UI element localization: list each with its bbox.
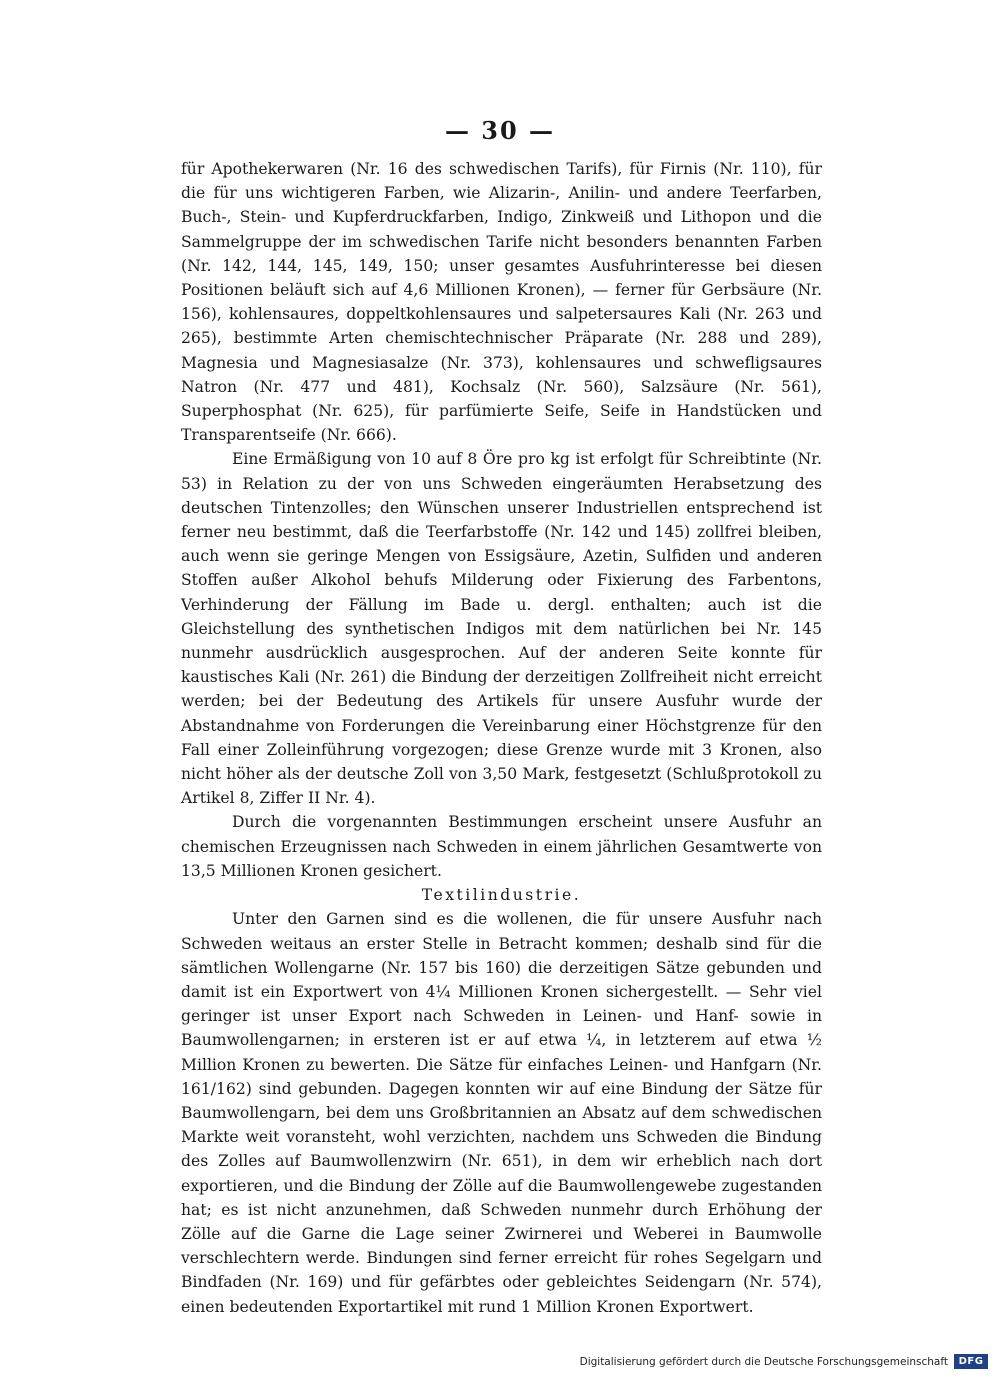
section-heading: Textilindustrie. [421,886,582,905]
page-number: — 30 — [444,116,556,145]
paragraph-textiles: Unter den Garnen sind es die wollenen, die für unsere Ausfuhr nach Schweden weitaus an erster Stelle in Betracht kommen; deshalb sind für die sämtlichen Wollengarne (Nr. 157 bis 160) die derzeitigen Sätze gebunden und damit ist ein Exportwert von 4¼ Millionen Kronen sichergestellt. — Sehr viel geringer ist unser Export nach Schweden in Leinen- und Hanf- sowie in Baumwollengarnen; in ersteren ist er auf etwa ¼, in letzterem auf etwa ½ Million Kronen zu bewerten. Die Sätze für einfaches Leinen- und Hanfgarn (Nr. 161/162) sind gebunden. Dagegen konnten wir auf eine Bindung der Sätze für Baumwollengarn, bei dem uns Großbritannien an Absatz auf dem schwedischen Markte weit voransteht, wohl verzichten, nachdem uns Schweden die Bindung des Zolles auf Baumwollenzwirn (Nr. 651), in dem wir erheblich nach dort exportieren, und die Bindung der Zölle auf die Baumwollengewebe zugestanden hat; es ist nicht anzunehmen, daß Schweden nunmehr durch Erhöhung der Zölle auf die Garne die Lage seiner Zwirnerei und Weberei in Baumwolle verschlechtern werde. Bindungen sind ferner erreicht für rohes Segelgarn und Bindfaden (Nr. 169) und für gefärbtes oder gebleichtes Seidengarn (Nr. 574), einen bedeutenden Exportartikel mit rund 1 Million Kronen Exportwert. [181,910,822,1316]
paragraph-chemicals-summary: Durch die vorgenannten Bestimmungen erscheint unsere Ausfuhr an chemischen Erzeugnissen nach Schweden in einem jährlichen Gesamtwerte von 13,5 Millionen Kronen gesichert. [181,813,822,880]
dfg-logo-icon: DFG [954,1354,988,1369]
body-text [181,157,822,1319]
paragraph-reductions: Eine Ermäßigung von 10 auf 8 Öre pro kg ist erfolgt für Schreibtinte (Nr. 53) in Relation zu der von uns Schweden eingeräumten Herabsetzung des deutschen Tintenzolles; den Wünschen unserer Industriellen entsprechend ist ferner neu bestimmt, daß die Teerfarbstoffe (Nr. 142 und 145) zollfrei bleiben, auch wenn sie geringe Mengen von Essigsäure, Azetin, Sulfiden und anderen Stoffen außer Alkohol behufs Milderung oder Fixierung des Farbentons, Verhinderung der Fällung im Bade u. dergl. enthalten; auch ist die Gleichstellung des synthetischen Indigos mit dem natürlichen bei Nr. 145 nunmehr ausdrücklich ausgesprochen. Auf der anderen Seite konnte für kaustisches Kali (Nr. 261) die Bindung der derzeitigen Zollfreiheit nicht erreicht werden; bei der Bedeutung des Artikels für unsere Ausfuhr wurde der Abstandnahme von Forderungen die Vereinbarung einer Höchstgrenze für den Fall einer Zolleinführung vorgezogen; diese Grenze wurde mit 3 Kronen, also nicht höher als der deutsche Zoll von 3,50 Mark, festgesetzt (Schlußprotokoll zu Artikel 8, Ziffer II Nr. 4). [181,450,822,808]
paragraph-chemicals-list: für Apothekerwaren (Nr. 16 des schwedischen Tarifs), für Firnis (Nr. 110), für die für uns wichtigeren Farben, wie Alizarin-, Anilin- und andere Teerfarben, Buch-, Stein- und Kupferdruckfarben, Indigo, Zinkweiß und Lithopon und die Sammelgruppe der im schwedischen Tarife nicht besonders benannten Farben (Nr. 142, 144, 145, 149, 150; unser gesamtes Ausfuhrinteresse bei diesen Positionen beläuft sich auf 4,6 Millionen Kronen), — ferner für Gerbsäure (Nr. 156), kohlensaures, doppeltkohlensaures und salpetersaures Kali (Nr. 263 und 265), bestimmte Arten chemischtechnischer Präparate (Nr. 288 und 289), Magnesia und Magnesiasalze (Nr. 373), kohlensaures und schwefligsaures Natron (Nr. 477 und 481), Kochsalz (Nr. 560), Salzsäure (Nr. 561), Superphosphat (Nr. 625), für parfümierte Seife, Seife in Handstücken und Transparentseife (Nr. 666). [181,160,822,445]
footer [580,1354,988,1369]
footer-credit: Digitalisierung gefördert durch die Deutsche Forschungsgemeinschaft [579,1355,948,1368]
